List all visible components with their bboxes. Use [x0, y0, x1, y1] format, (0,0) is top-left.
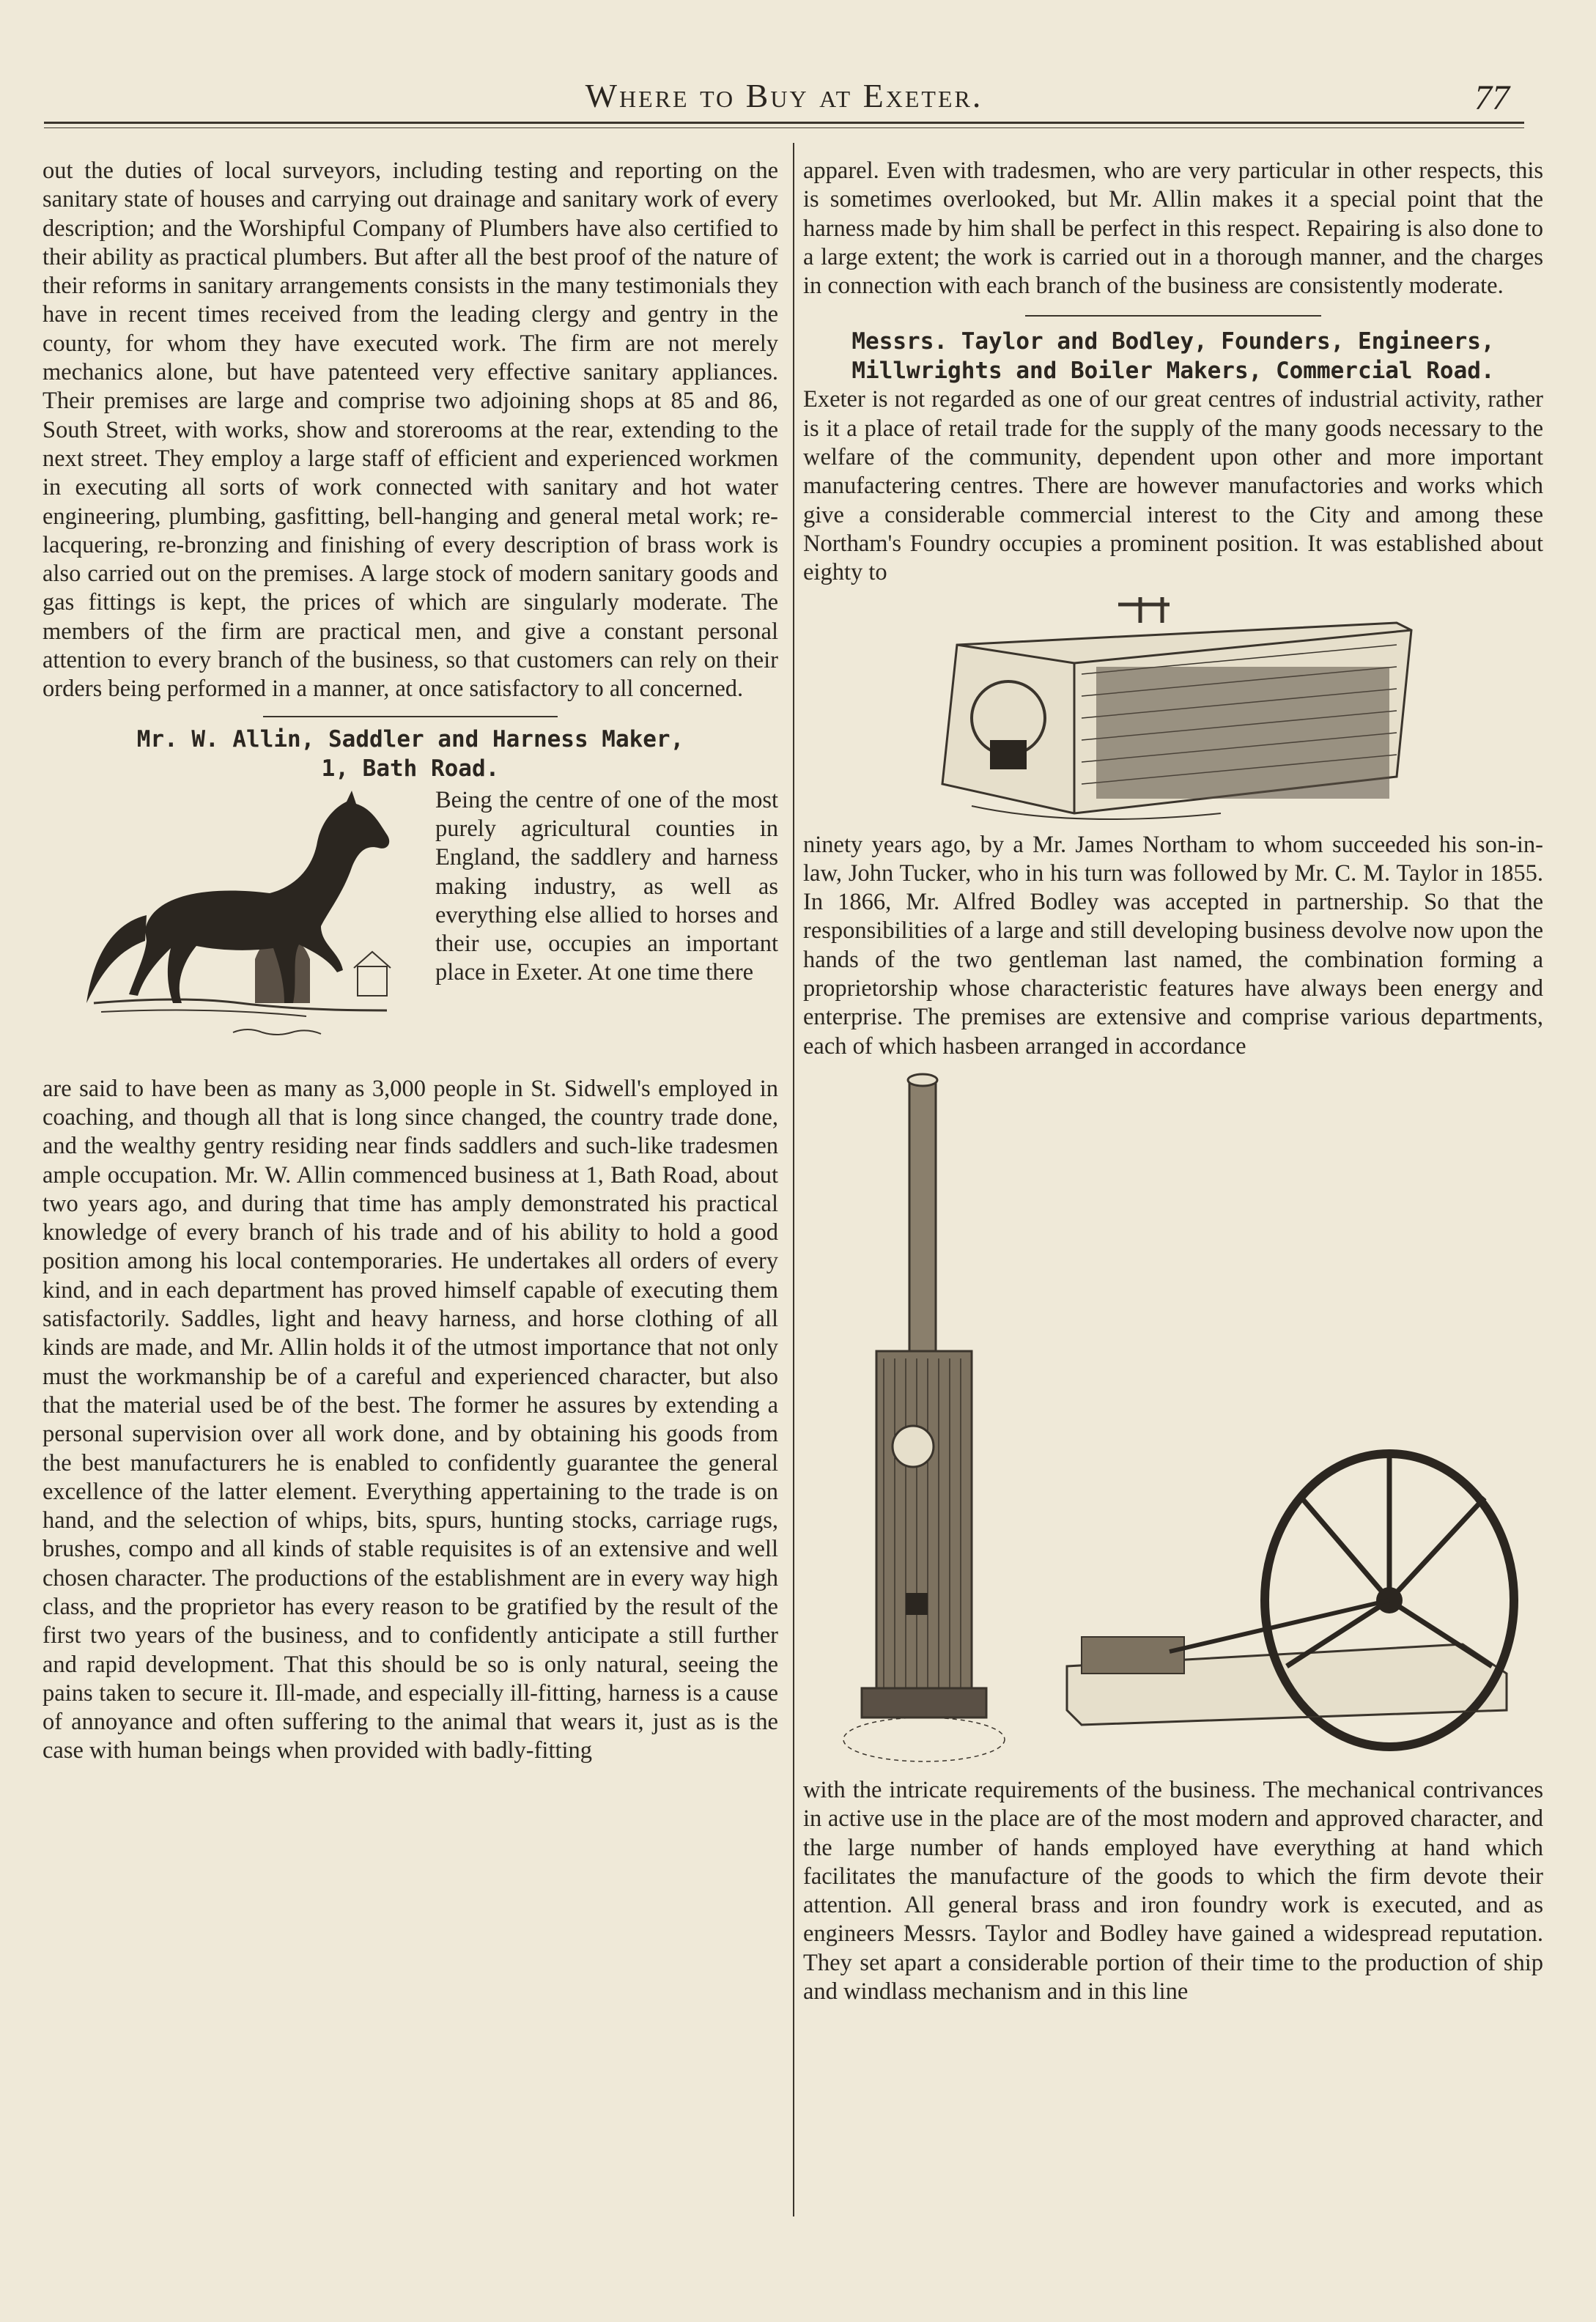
- header-rule: [44, 122, 1524, 124]
- running-title: Where to Buy at Exeter.: [585, 77, 983, 114]
- taylor-heading-line1: Messrs. Taylor and Bodley, Founders, Engineers,: [851, 328, 1495, 355]
- allin-heading-line1: Mr. W. Allin, Saddler and Harness Maker,: [136, 725, 684, 753]
- text-beside-horse: Being the centre of one of the most purely agricultural counties in England, the saddlery and harness making industry, as well as everything else allied to horses and their use, occupies an important place in Exeter. At one time there: [435, 786, 778, 986]
- tank-illustration: [928, 594, 1441, 828]
- allin-paragraph: are said to have been as many as 3,000 people in St. Sidwell's employed in coaching, and though all that is long since changed, the country trade done, and the wealthy gentry residing near finds saddlers and such-like tradesmen ample occupation. Mr. W. Allin commenced business at 1, Bath Road, about two years ago, and during that time has amply demonstrated his practical knowledge of every branch of his trade and of his ability to hold a good position among his local contemporaries. He undertakes all orders of every kind, and in each department has proved himself capable of executing them satisfactorily. Saddles, light and heavy harness, and horse clothing of all kinds are made, and Mr. Allin holds it of the utmost importance that not only must the workmanship be of a careful and experienced character, but also that the material used be of the best. The former he assures by extending a personal supervision over all work done, and by obtaining his goods from the best manufacturers he is enabled to confidently guarantee the general excellence of the latter element. Everything appertaining to the trade is on hand, and the selection of whips, bits, spurs, hunting stocks, carriage rugs, brushes, compo and all kinds of stable requisites is of an extensive and well chosen character. The productions of the establishment are in every way high class, and the proprietor has every reason to be gratified by the result of the first two years of the business, and to confidently anticipate a still further and rapid development. That this should be so is only natural, seeing the pains taken to secure it. Ill-made, and especially ill-fitting, harness is a cause of annoyance and often suffering to the animal that wears it, just as is the case with human beings when provided with badly-fitting: [43, 1075, 778, 1764]
- taylor-business-paragraph: with the intricate requirements of the business. The mechanical contrivances in active use in the place are of the most modern and approved character, and the large number of hands employed have everything at hand which facilitates the manufacture of the goods to which the firm devote their attention. All general brass and iron foundry work is executed, and as engineers Messrs. Taylor and Bodley have gained a widespread reputation. They set apart a considerable portion of their time to the production of ship and windlass mechanism and in this line: [803, 1776, 1543, 2005]
- allin-heading-line2: 1, Bath Road.: [321, 755, 500, 782]
- page-number: 77: [1474, 78, 1510, 117]
- header-rule-thin: [44, 127, 1524, 128]
- boiler-and-engine-illustration: [803, 1065, 1536, 1769]
- taylor-intro-paragraph: Exeter is not regarded as one of our great centres of industrial activity, rather is it a place of retail trade for the supply of the many goods necessary to the welfare of the community, dependent upon other and more important manufactering centres. There are however manufactories and works which give a considerable commercial interest to the City and among these Northam's Foundry occupies a prominent position. It was established about eighty to: [803, 386, 1543, 586]
- taylor-heading-line2: Millwrights and Boiler Makers, Commercial Road.: [851, 358, 1495, 385]
- right-column: [803, 157, 1543, 2006]
- column-divider: [793, 143, 794, 2216]
- taylor-history-paragraph: ninety years ago, by a Mr. James Northam to whom succeeded his son-in-law, John Tucker, who in his turn was followed by Mr. C. M. Taylor in 1855. In 1866, Mr. Alfred Bodley was accepted in partnership. So that the responsibilities of a large and still developing business devolve now upon the hands of the two gentleman last named, the combination forming a proprietorship whose characteristic features have always been energy and enterprise. The premises are extensive and comprise various departments, each of which hasbeen arranged in accordance: [803, 831, 1543, 1060]
- allin-continuation: apparel. Even with tradesmen, who are very particular in other respects, this is sometimes overlooked, but Mr. Allin makes it a special point that the harness made by him shall be perfect in this respect. Repairing is also done to a large extent; the work is carried out in a thorough manner, and the charges in connection with each branch of the business are consistently moderate.: [803, 158, 1543, 300]
- plumbers-paragraph: out the duties of local surveyors, including testing and reporting on the sanitary state of houses and carrying out drainage and sanitary work of every description; and the Worshipful Company of Plumbers have also certified to their ability as practical plumbers. But after all the best proof of the nature of their reforms in sanitary arrangements consists in the many testimonials they have in recent times received from the leading clergy and gentry in the county, for whom they have executed work. The firm are not merely mechanics alone, but have patenteed very effective sanitary appliances. Their premises are large and comprise two adjoining shops at 85 and 86, South Street, with works, show and storerooms at the rear, extending to the next street. They employ a large staff of efficient and experienced workmen in executing all sorts of work connected with sanitary and hot water engineering, plumbing, gasfitting, bell-hanging and general metal work; re-lacquering, re-bronzing and finishing of every description of brass work is also carried out on the premises. A large stock of modern sanitary goods and gas fittings is kept, the prices of which are singularly moderate. The members of the firm are practical men, and give a constant personal attention to every branch of the business, so that customers can rely on their orders being performed in a manner, at once satisfactory to all concerned.: [43, 158, 778, 703]
- left-column: [43, 157, 778, 1766]
- page-header: [44, 73, 1524, 132]
- horse-illustration: [64, 783, 409, 1069]
